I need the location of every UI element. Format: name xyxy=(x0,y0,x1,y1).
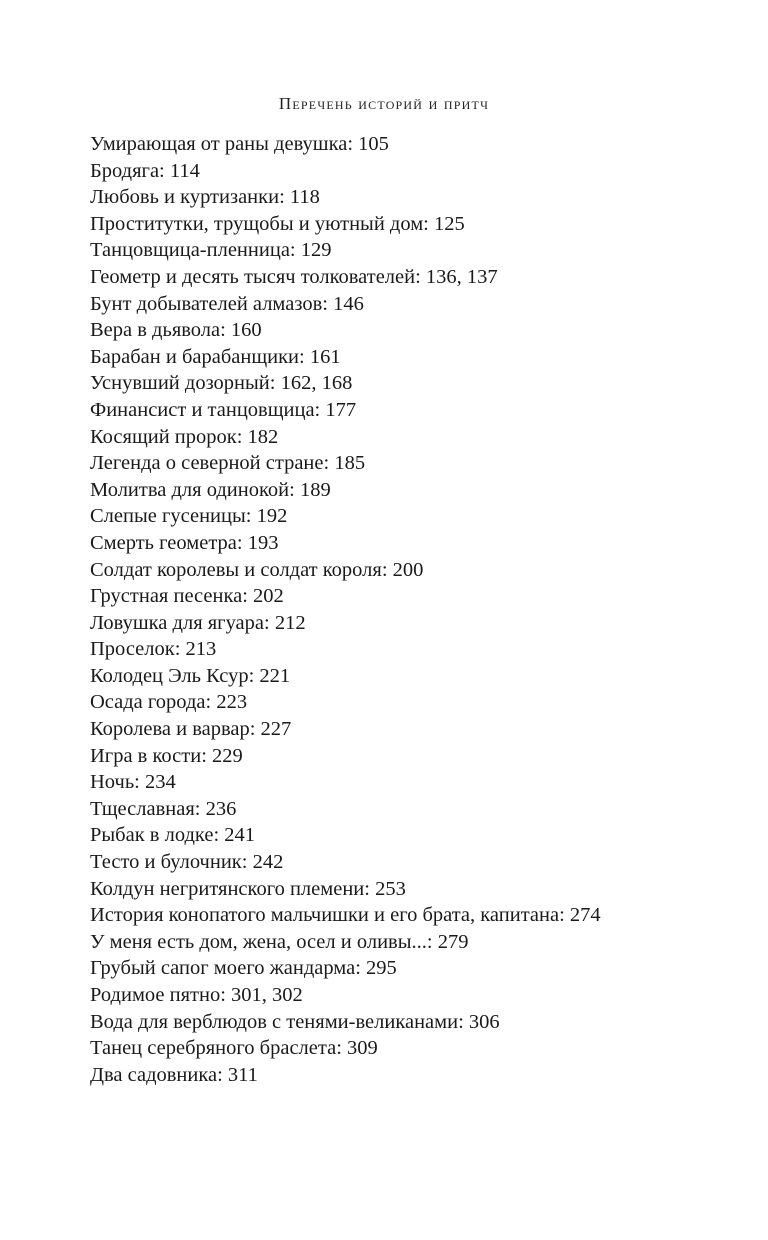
list-item: Финансист и танцовщица: 177 xyxy=(90,398,357,421)
list-item: Проселок: 213 xyxy=(90,638,217,661)
list-item: Солдат королевы и солдат короля: 200 xyxy=(90,558,424,581)
list-item: Колдун негритянского племени: 253 xyxy=(90,877,406,900)
list-item: Смерть геометра: 193 xyxy=(90,531,279,554)
list-item: История конопатого мальчишки и его брата, капитана: 274 xyxy=(90,904,601,927)
list-item: Тщеславная: 236 xyxy=(90,797,237,820)
list-item: Уснувший дозорный: 162, 168 xyxy=(90,372,353,395)
list-item: Слепые гусеницы: 192 xyxy=(90,505,288,528)
list-item: Родимое пятно: 301, 302 xyxy=(90,984,303,1006)
list-item: Королева и варвар: 227 xyxy=(90,718,292,741)
list-item: Два садовника: 311 xyxy=(90,1063,258,1086)
list-item: Грубый сапог моего жандарма: 295 xyxy=(90,957,397,980)
running-head: Перечень историй и притч xyxy=(278,94,490,113)
list-item: Колодец Эль Ксур: 221 xyxy=(90,664,291,687)
list-item: Игра в кости: 229 xyxy=(90,744,243,767)
list-item: Рыбак в лодке: 241 xyxy=(90,824,256,847)
list-item: У меня есть дом, жена, осел и оливы...: 279 xyxy=(90,930,469,953)
list-item: Вода для верблюдов с тенями-великанами: 306 xyxy=(90,1010,500,1033)
list-item: Барабан и барабанщики: 161 xyxy=(90,345,341,368)
list-item: Танцовщица-пленница: 129 xyxy=(90,239,332,262)
list-item: Умирающая от раны девушка: 105 xyxy=(90,133,389,155)
list-item: Бунт добывателей алмазов: 146 xyxy=(90,292,364,315)
list-item: Геометр и десять тысяч толкователей: 136, 137 xyxy=(90,265,498,288)
list-item: Легенда о северной стране: 185 xyxy=(90,452,366,475)
list-item: Осада города: 223 xyxy=(90,691,248,714)
list-item: Грустная песенка: 202 xyxy=(90,585,284,608)
list-item: Косящий пророк: 182 xyxy=(90,425,279,448)
list-item: Ловушка для ягуара: 212 xyxy=(90,611,306,634)
stories-list xyxy=(90,131,730,1088)
list-item: Танец серебряного браслета: 309 xyxy=(90,1037,378,1060)
list-item: Бродяга: 114 xyxy=(90,159,200,182)
list-item: Вера в дьявола: 160 xyxy=(90,319,262,342)
list-item: Тесто и булочник: 242 xyxy=(90,851,284,874)
list-item: Ночь: 234 xyxy=(90,771,176,794)
list-item: Молитва для одинокой: 189 xyxy=(90,478,331,501)
list-item: Проститутки, трущобы и уютный дом: 125 xyxy=(90,212,465,235)
list-item: Любовь и куртизанки: 118 xyxy=(90,186,320,209)
